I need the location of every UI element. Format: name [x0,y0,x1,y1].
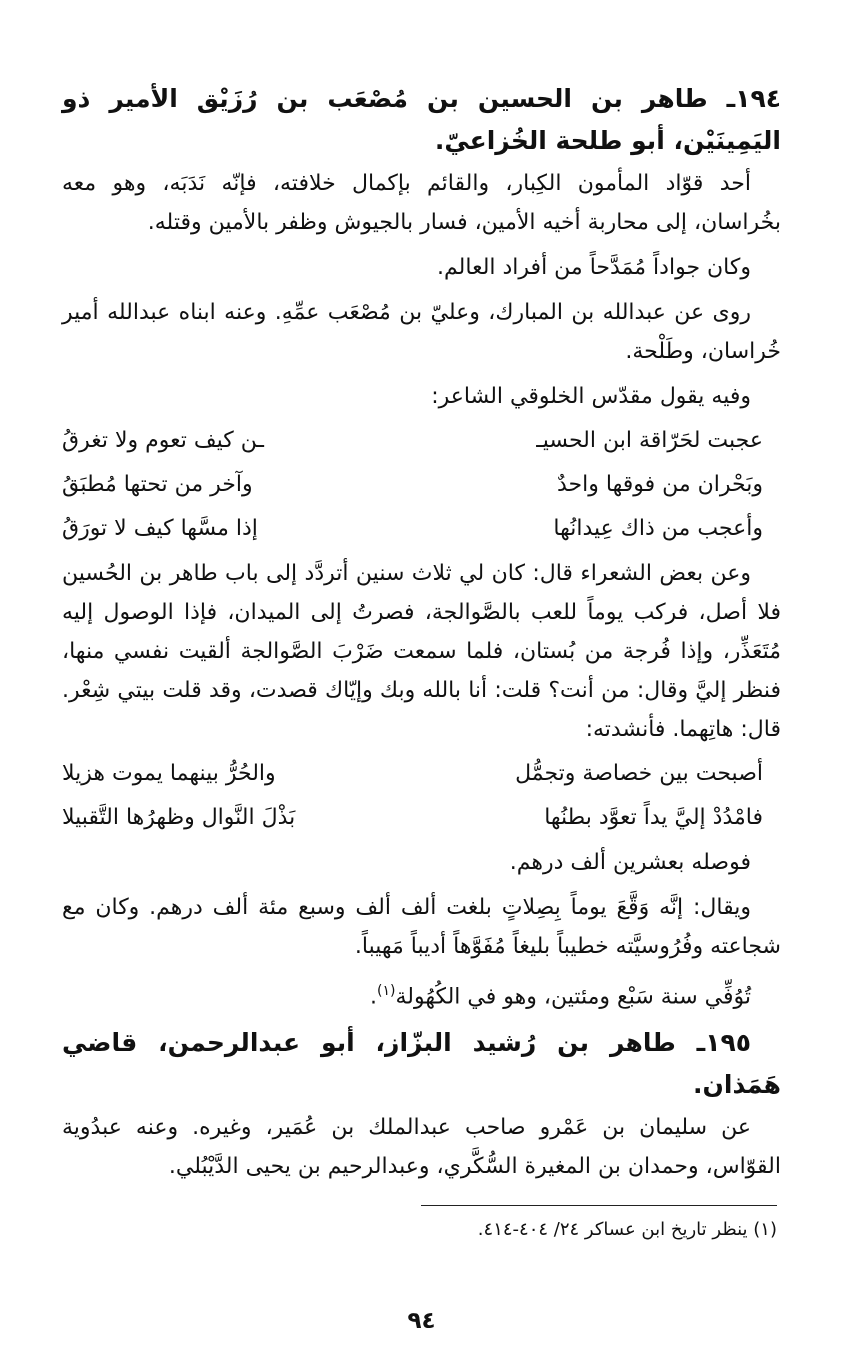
entry-194-anecdote: وعن بعض الشعراء قال: كان لي ثلاث سنين أتردَّد إلى باب طاهر بن الحُسين فلا أصل، فركب يوماً للعب بالصَّوالجة، فصرتُ إلى الميدان، فإذا الوصول إليه مُتَعَذِّر، وإذا فُرجة من بُستان، فلما سمعت ضَرْبَ الصَّوالجة ألقيت نفسي منها، فنظر إليَّ وقال: من أنت؟ قلت: أنا بالله وبك وإيّاك قصدت، وقد قلت بيتي شِعْر. قال: هاتِهما. فأنشدته: [62,561,781,742]
footnote-marker[interactable]: (١) [376,983,396,999]
entry-194-poem-intro: وفيه يقول مقدّس الخلوقي الشاعر: [431,384,751,409]
poem-verse [62,799,781,837]
verse-second-hemistich: وآخر من تحتها مُطبَقُ [62,472,253,497]
entry-194-traits: ويقال: إنَّه وَقَّعَ يوماً بِصِلاتٍ بلغت ألف ألف وسبع مئة ألف درهم. وكان مع شجاعته وفُرُوسيَّته خطيباً بليغاً مُفَوَّهاً أديباً مَهيباً. [62,895,781,959]
entry-194-generosity: وكان جواداً مُمَدَّحاً من أفراد العالم. [437,255,751,280]
verse-first-hemistich: وأعجب من ذاك عِيدانُها [553,516,763,541]
verse-second-hemistich: بَذْلَ النَّوال وظهرُها التَّقبيلا [62,805,296,830]
verse-first-hemistich: وبَحْران من فوقها واحدٌ [557,472,763,497]
poem-verse [62,466,781,504]
entry-194-narrators: روى عن عبدالله بن المبارك، وعليّ بن مُصْعَب عمِّهِ. وعنه ابناه عبدالله أمير خُراسان، وطَلْحة. [62,300,781,364]
poem-verse [62,422,781,460]
page-number: ٩٤ [407,1308,436,1334]
entry-195-narrators: عن سليمان بن عَمْرو صاحب عبدالملك بن عُمَير، وغيره. وعنه عبدُوية القوّاس، وحمدان بن المغيرة السُّكَّري، وعبدالرحيم بن يحيى الدَّيْبُلي. [62,1115,781,1180]
entry-194-reward: فوصله بعشرين ألف درهم. [509,850,751,875]
verse-second-hemistich: إذا مسَّها كيف لا تورَقُ [62,516,258,541]
poem-verse [62,510,781,548]
footnote: (١) ينظر تاريخ ابن عساكر ٢٤/ ٤٠٤-٤١٤. [477,1219,777,1240]
entry-194-bio: أحد قوّاد المأمون الكِبار، والقائم بإكمال خلافته، فإنّه نَدَبَه، وهو معه بخُراسان، إلى محاربة أخيه الأمين، فسار بالجيوش وظفر بالأمين وقتله. [62,171,781,235]
death-text: تُوُفِّي سنة سَبْع ومئتين، وهو في الكُهُولة [395,984,751,1010]
footnote-divider [421,1205,777,1206]
entry-194-heading: ١٩٤ـ طاهر بن الحسين بن مُصْعَب بن رُزَيْق الأمير ذو اليَمِينَيْن، أبو طلحة الخُزاعيّ. [62,84,781,155]
death-period: . [369,984,377,1010]
verse-second-hemistich: ـن كيف تعوم ولا تغرقُ [62,428,264,453]
verse-second-hemistich: والحُرُّ بينهما يموت هزيلا [62,761,276,786]
verse-first-hemistich: فامْدُدْ إليَّ يداً تعوَّد بطنُها [544,805,763,830]
verse-first-hemistich: عجبت لحَرّاقة ابن الحسيـ [536,428,763,453]
entry-194-death [62,972,781,1016]
poem-2 [62,755,781,837]
entry-195-heading: ١٩٥ـ طاهر بن رُشيد البزّاز، أبو عبدالرحمن، قاضي هَمَذان. [62,1028,781,1100]
poem-verse [62,755,781,793]
verse-first-hemistich: أصبحت بين خصاصة وتجمُّل [515,761,763,786]
poem-1 [62,422,781,548]
